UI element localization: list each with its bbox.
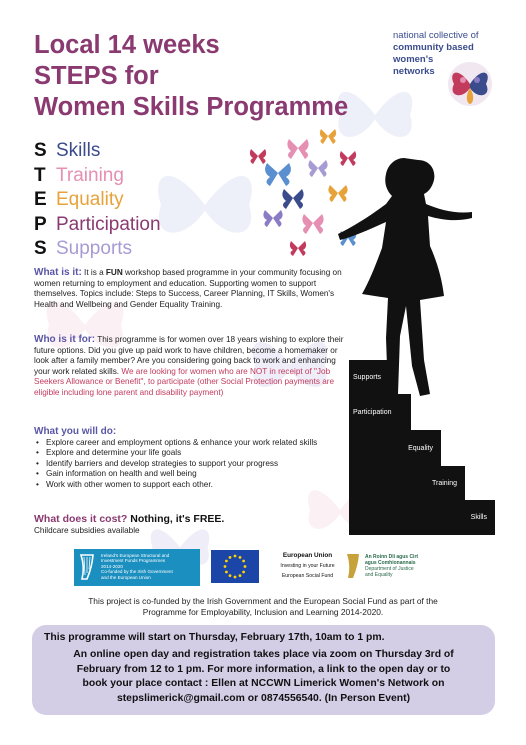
- what-is-it-heading: What is it:: [34, 267, 82, 278]
- step-row: [34, 214, 161, 239]
- step-row: [34, 189, 161, 214]
- open-day-line: February from 12 to 1 pm. For more information, a link to the open day or to: [76, 663, 451, 675]
- esif-line: Investment Funds Programmes: [101, 558, 166, 564]
- contact-line[interactable]: stepslimerick@gmail.com or 0874556540. (In Person Event): [116, 692, 411, 704]
- step-letter: T: [34, 164, 46, 186]
- step-letter: P: [34, 213, 47, 235]
- org-line-2: community based: [393, 42, 474, 53]
- esif-line: Ireland's European Structural and: [101, 553, 170, 558]
- who-is-it-for-section: [34, 335, 346, 399]
- title-line-2: STEPS for: [34, 62, 159, 90]
- doj-line: agus Comhionannais: [365, 560, 416, 566]
- what-you-will-do-section: [34, 427, 339, 491]
- butterfly-logo-icon: [444, 58, 496, 110]
- eu-line: Investing in your Future: [280, 563, 335, 569]
- step-row: [34, 165, 161, 190]
- doj-text: [365, 554, 457, 578]
- esif-text: [101, 553, 197, 580]
- open-day-text: [42, 648, 485, 706]
- doj-line: Department of Justice: [365, 566, 414, 572]
- cost-answer: Nothing, it's FREE.: [127, 513, 225, 525]
- harp-icon: [78, 553, 96, 581]
- who-for-text: This programme is for women over 18 years wishing to explore their future options. Did you give up paid work to have children, become a homemaker or look after a family member? Are you considering going back to work and enhancing your work related skills.: [34, 335, 344, 376]
- childcare-subsidy: Childcare subsidies available: [34, 525, 140, 535]
- what-is-it-section: [34, 268, 354, 310]
- step-word: Participation: [56, 213, 161, 235]
- eu-text: [265, 551, 350, 581]
- list-item: • Explore and determine your life goals: [34, 448, 339, 459]
- what-is-it-text: workshop based programme in your community focusing on women returning to employment and education. Supporting women to support themselves. Topics include: Steps to Success, Career Planning, IT Skills, Women's Health and Wellbeing and Gender Equality Training.: [34, 268, 342, 309]
- step-word: Skills: [56, 140, 101, 161]
- doj-line: and Equality: [365, 572, 393, 578]
- eu-flag-icon: [211, 550, 259, 583]
- step-word: Training: [56, 164, 124, 186]
- list-item: • Gain information on health and well being: [34, 469, 339, 480]
- open-day-line: An online open day and registration takes place via zoom on Thursday 3rd of: [73, 649, 454, 661]
- step-row: [34, 140, 161, 165]
- esif-line: Co-funded by the Irish Government: [101, 569, 173, 575]
- page-title: [34, 30, 394, 123]
- will-do-heading: What you will do:: [34, 426, 117, 437]
- eu-line: European Union: [282, 552, 333, 559]
- step-row: [34, 238, 161, 263]
- funder-logos: [74, 549, 454, 589]
- esif-line: and the European Union: [101, 574, 151, 580]
- stairs-illustration: [349, 360, 495, 535]
- who-for-heading: Who is it for:: [34, 334, 96, 345]
- stair-step: Participation: [349, 394, 411, 430]
- cofund-line-1: This project is co-funded by the Irish Government and the European Social Fund as part of the: [88, 596, 438, 606]
- title-line-1: Local 14 weeks: [34, 31, 220, 59]
- who-for-red-text: We are looking for women who are NOT in receipt of "Job Seekers Allowance or Benefit", to participate (other Social Protection payments are eligible including lone parent and disability payment): [34, 366, 335, 397]
- doj-line: An Roinn Dlí agus Cirt: [365, 554, 419, 560]
- esif-logo: [74, 549, 200, 586]
- harp-icon: [345, 552, 361, 580]
- list-item: • Identify barriers and develop strategies to support your progress: [34, 459, 339, 470]
- what-is-it-pre: It is a: [81, 268, 106, 277]
- stair-step: Skills: [349, 500, 495, 535]
- step-word: Supports: [56, 238, 133, 259]
- will-do-list: [34, 438, 339, 491]
- start-info-box: [32, 625, 495, 715]
- start-date-text: This programme will start on Thursday, February 17th, 10am to 1 pm.: [44, 632, 385, 643]
- what-is-it-fun: FUN: [105, 268, 123, 277]
- cofund-line-2: Programme for Employability, Inclusion and Learning 2014-2020.: [142, 607, 384, 617]
- org-line-3: women's: [393, 54, 434, 65]
- cost-question: What does it cost?: [34, 513, 128, 525]
- eu-line: European Social Fund: [281, 573, 334, 579]
- steps-acrostic: [34, 140, 161, 263]
- cost-section: [34, 514, 354, 536]
- step-word: Equality: [56, 189, 124, 210]
- open-day-line: book your place contact : Ellen at NCCWN Limerick Women's Network on: [82, 678, 445, 690]
- org-line-4: networks: [393, 66, 435, 77]
- title-line-3: Women Skills Programme: [34, 93, 349, 121]
- list-item: • Explore career and employment options & enhance your work related skills: [34, 438, 339, 449]
- list-item: • Work with other women to support each other.: [34, 480, 339, 491]
- stair-step: Equality: [349, 430, 441, 466]
- step-letter: E: [34, 189, 47, 210]
- step-letter: S: [34, 140, 47, 161]
- esif-line: 2014-2020: [101, 563, 123, 569]
- stair-step: Supports: [349, 360, 395, 394]
- stair-step: Training: [349, 466, 465, 500]
- cofund-statement: [34, 596, 492, 618]
- step-letter: S: [34, 238, 47, 259]
- org-line-1: national collective of: [393, 30, 479, 41]
